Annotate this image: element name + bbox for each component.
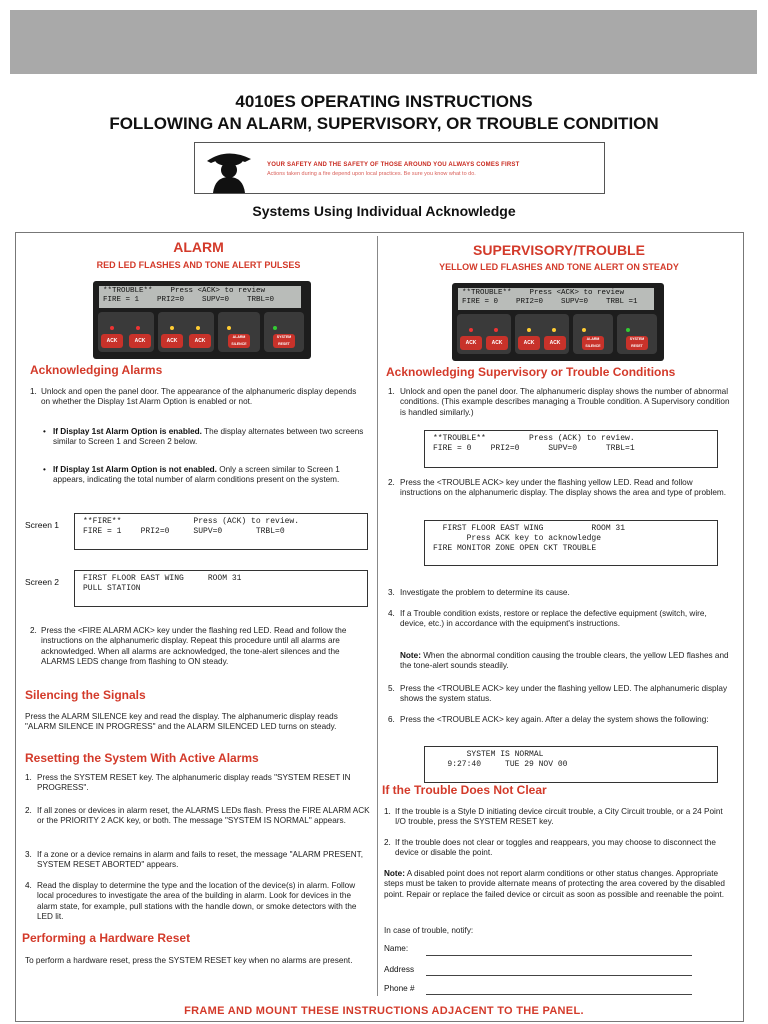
name-label: Name: — [384, 944, 409, 953]
footer-instruction: FRAME AND MOUNT THESE INSTRUCTIONS ADJACENT TO THE PANEL. — [184, 1005, 584, 1017]
reset-step-3: If a zone or a device remains in alarm and fails to reset, the message "ALARM PRESENT, SYSTEM RESET ABORTED" appears. — [37, 850, 363, 870]
bullet-text: The display alternates between two screens similar to Screen 1 and Screen 2 below. — [53, 427, 364, 447]
trouble-panel-image — [452, 283, 664, 361]
trouble-step-1: Unlock and open the panel door. The alphanumeric display shows the number of abnormal conditions. (This example describes managing a Trouble condition. A Supervisory condition is handled similarly.) — [400, 387, 730, 417]
led-icon — [469, 328, 473, 332]
alarm-silence-key: ALARM SILENCE — [228, 334, 250, 348]
hardware-reset-heading: Performing a Hardware Reset — [22, 931, 191, 945]
led-icon — [110, 326, 114, 330]
section-subtitle: Systems Using Individual Acknowledge — [252, 203, 516, 219]
alarm-heading: ALARM — [173, 239, 224, 255]
led-icon — [227, 326, 231, 330]
note-label: Note: — [384, 869, 405, 878]
notify-label: In case of trouble, notify: — [384, 926, 474, 935]
firefighter-icon — [199, 145, 257, 193]
acknowledging-supervisory-heading: Acknowledging Supervisory or Trouble Conditions — [386, 365, 676, 379]
trouble-not-clear-heading: If the Trouble Does Not Clear — [382, 783, 547, 797]
system-reset-key: SYSTEM RESET — [626, 336, 648, 350]
key-group — [515, 314, 569, 354]
trouble-step-4: If a Trouble condition exists, restore or replace the defective equipment (switch, wire, device, etc.) in accordance with the equipment's instructions. — [400, 609, 707, 629]
step-number: 4. — [25, 881, 32, 890]
warning-line-2: Actions taken during a fire depend upon local practices. Be sure you know what to do. — [267, 171, 476, 177]
trouble-step-6: Press the <TROUBLE ACK> key again. After a delay the system shows the following: — [400, 715, 709, 724]
trouble-screen-b: FIRST FLOOR EAST WING ROOM 31 Press ACK key to acknowledge FIRE MONITOR ZONE OPEN CKT TROUBLE — [424, 520, 718, 566]
not-clear-step-2: If the trouble does not clear or toggles and reappears, you may choose to disconnect the device or disable the point. — [395, 838, 716, 858]
ack-key: ACK — [129, 334, 151, 348]
phone-label: Phone # — [384, 984, 415, 993]
step-number: 3. — [25, 850, 32, 859]
key-group — [457, 314, 511, 354]
fire-ack-key: ACK — [101, 334, 123, 348]
bullet-text: Only a screen similar to Screen 1 appears, indicating the total number of alarm conditions present on the system. — [53, 465, 340, 485]
address-line — [426, 975, 692, 976]
silencing-heading: Silencing the Signals — [25, 688, 146, 702]
acknowledging-alarms-heading: Acknowledging Alarms — [30, 363, 163, 377]
reset-step-1: Press the SYSTEM RESET key. The alphanumeric display reads "SYSTEM RESET IN PROGRESS". — [37, 773, 351, 793]
step-number: 3. — [388, 588, 395, 597]
step-number: 2. — [25, 806, 32, 815]
system-normal-screen: SYSTEM IS NORMAL 9:27:40 TUE 29 NOV 00 — [424, 746, 718, 783]
trouble-ack-key: ACK — [189, 334, 211, 348]
ack-step-1: Unlock and open the panel door. The appearance of the alphanumeric display depends on whether the Display 1st Alarm Option is enabled or not. — [41, 387, 357, 407]
supervisory-trouble-subheading: YELLOW LED FLASHES AND TONE ALERT ON STEADY — [439, 262, 679, 272]
step-number: 4. — [388, 609, 395, 618]
trouble-panel-lcd: **TROUBLE** Press <ACK> to review FIRE = 0 PRI2=0 SUPV=0 TRBL =1 — [458, 288, 654, 310]
key-group — [98, 312, 154, 352]
disabled-point-note — [384, 869, 734, 900]
led-icon — [494, 328, 498, 332]
page-title-subline: FOLLOWING AN ALARM, SUPERVISORY, OR TROUBLE CONDITION — [109, 114, 659, 133]
ack-bullet-2 — [53, 465, 367, 486]
step-number: 1. — [384, 807, 391, 816]
led-icon — [552, 328, 556, 332]
trouble-step-2: Press the <TROUBLE ACK> key under the flashing yellow LED. Read and follow instructions on the alphanumeric display. The display shows the area and type of problem. — [400, 478, 727, 498]
warning-line-1: YOUR SAFETY AND THE SAFETY OF THOSE AROUND YOU ALWAYS COMES FIRST — [267, 162, 520, 168]
bullet-bold: If Display 1st Alarm Option is enabled. — [53, 427, 202, 436]
bullet-bold: If Display 1st Alarm Option is not enabled. — [53, 465, 217, 474]
reset-step-4: Read the display to determine the type and the location of the device(s) in alarm. Follow local procedures to investigate the area of the building in alarm. Look for devices in the alarm state, for example, pull stations with the handle down, or smoke detectors with the LED lit. — [37, 881, 357, 921]
trouble-note-1 — [400, 651, 733, 672]
trouble-step-5: Press the <TROUBLE ACK> key under the flashing yellow LED. The alphanumeric display shows the system status. — [400, 684, 728, 704]
phone-line — [426, 994, 692, 995]
ack-key: ACK — [486, 336, 508, 350]
reset-step-2: If all zones or devices in alarm reset, the ALARMS LEDs flash. Press the FIRE ALARM ACK or the PRIORITY 2 ACK key, or both. The message "SYSTEM IS NORMAL" appears. — [37, 806, 370, 826]
supv-ack-key: ACK — [161, 334, 183, 348]
alarm-subheading: RED LED FLASHES AND TONE ALERT PULSES — [96, 260, 301, 270]
fire-ack-key: ACK — [460, 336, 482, 350]
led-icon — [170, 326, 174, 330]
hardware-reset-text: To perform a hardware reset, press the SYSTEM RESET key when no alarms are present. — [25, 956, 353, 965]
name-line — [426, 955, 692, 956]
trouble-screen-a: **TROUBLE** Press (ACK) to review. FIRE = 0 PRI2=0 SUPV=0 TRBL=1 — [424, 430, 718, 468]
key-group — [573, 314, 613, 354]
step-number: 2. — [388, 478, 395, 487]
note-text: When the abnormal condition causing the trouble clears, the yellow LED flashes and the tone-alert sounds steadily. — [400, 651, 729, 671]
note-text: A disabled point does not report alarm conditions or other status changes. Appropriate steps must be taken to provide alternate means of protecting the area covered by the disabled point. Repair or replace the failed device or circuit as soon as possible and reenable the point. — [384, 869, 725, 899]
alarm-panel-image — [93, 281, 311, 359]
key-group — [264, 312, 304, 352]
step-number: 5. — [388, 684, 395, 693]
system-reset-key: SYSTEM RESET — [273, 334, 295, 348]
address-label: Address — [384, 965, 415, 974]
step-number: 6. — [388, 715, 395, 724]
silencing-text: Press the ALARM SILENCE key and read the display. The alphanumeric display reads "ALARM SILENCE IN PROGRESS" and the ALARM SILENCED LED turns on steady. — [25, 712, 338, 732]
step-number: 2. — [30, 626, 37, 635]
screen-2-label: Screen 2 — [25, 577, 60, 587]
page-title: 4010ES OPERATING INSTRUCTIONS — [235, 92, 533, 111]
trouble-ack-key: ACK — [544, 336, 566, 350]
alarm-silence-key: ALARM SILENCE — [582, 336, 604, 350]
supervisory-trouble-heading: SUPERVISORY/TROUBLE — [473, 242, 645, 258]
trouble-step-3: Investigate the problem to determine its cause. — [400, 588, 570, 597]
led-icon — [582, 328, 586, 332]
alarm-panel-lcd: **TROUBLE** Press <ACK> to review FIRE = 1 PRI2=0 SUPV=0 TRBL=0 — [99, 286, 301, 308]
supv-ack-key: ACK — [518, 336, 540, 350]
bullet: • — [43, 465, 46, 474]
screen-1-label: Screen 1 — [25, 520, 60, 530]
top-gray-bar — [10, 10, 757, 74]
ack-step-2: Press the <FIRE ALARM ACK> key under the flashing red LED. Read and follow the instructions on the alphanumeric display. Repeat this procedure until all alarms are acknowledged. When all alarms are acknowledged, the tone-alert silences and the ALARMS LEDS change from flashing to ON steady. — [41, 626, 347, 666]
step-number: 1. — [25, 773, 32, 782]
led-icon — [273, 326, 277, 330]
led-icon — [527, 328, 531, 332]
ack-bullet-1 — [53, 427, 365, 448]
key-group — [617, 314, 657, 354]
screen-1-display: **FIRE** Press (ACK) to review. FIRE = 1 PRI2=0 SUPV=0 TRBL=0 — [74, 513, 368, 550]
screen-2-display: FIRST FLOOR EAST WING ROOM 31 PULL STATION — [74, 570, 368, 607]
led-icon — [136, 326, 140, 330]
bullet: • — [43, 427, 46, 436]
not-clear-step-1: If the trouble is a Style D initiating device circuit trouble, a City Circuit trouble, or a 24 Point I/O trouble, press the SYSTEM RESET key. — [395, 807, 723, 827]
safety-warning-box — [194, 142, 605, 194]
key-group — [158, 312, 214, 352]
step-number: 2. — [384, 838, 391, 847]
column-divider — [377, 236, 378, 996]
led-icon — [196, 326, 200, 330]
step-number: 1. — [30, 387, 37, 396]
step-number: 1. — [388, 387, 395, 396]
resetting-heading: Resetting the System With Active Alarms — [25, 751, 259, 765]
key-group — [218, 312, 260, 352]
note-label: Note: — [400, 651, 421, 660]
led-icon — [626, 328, 630, 332]
